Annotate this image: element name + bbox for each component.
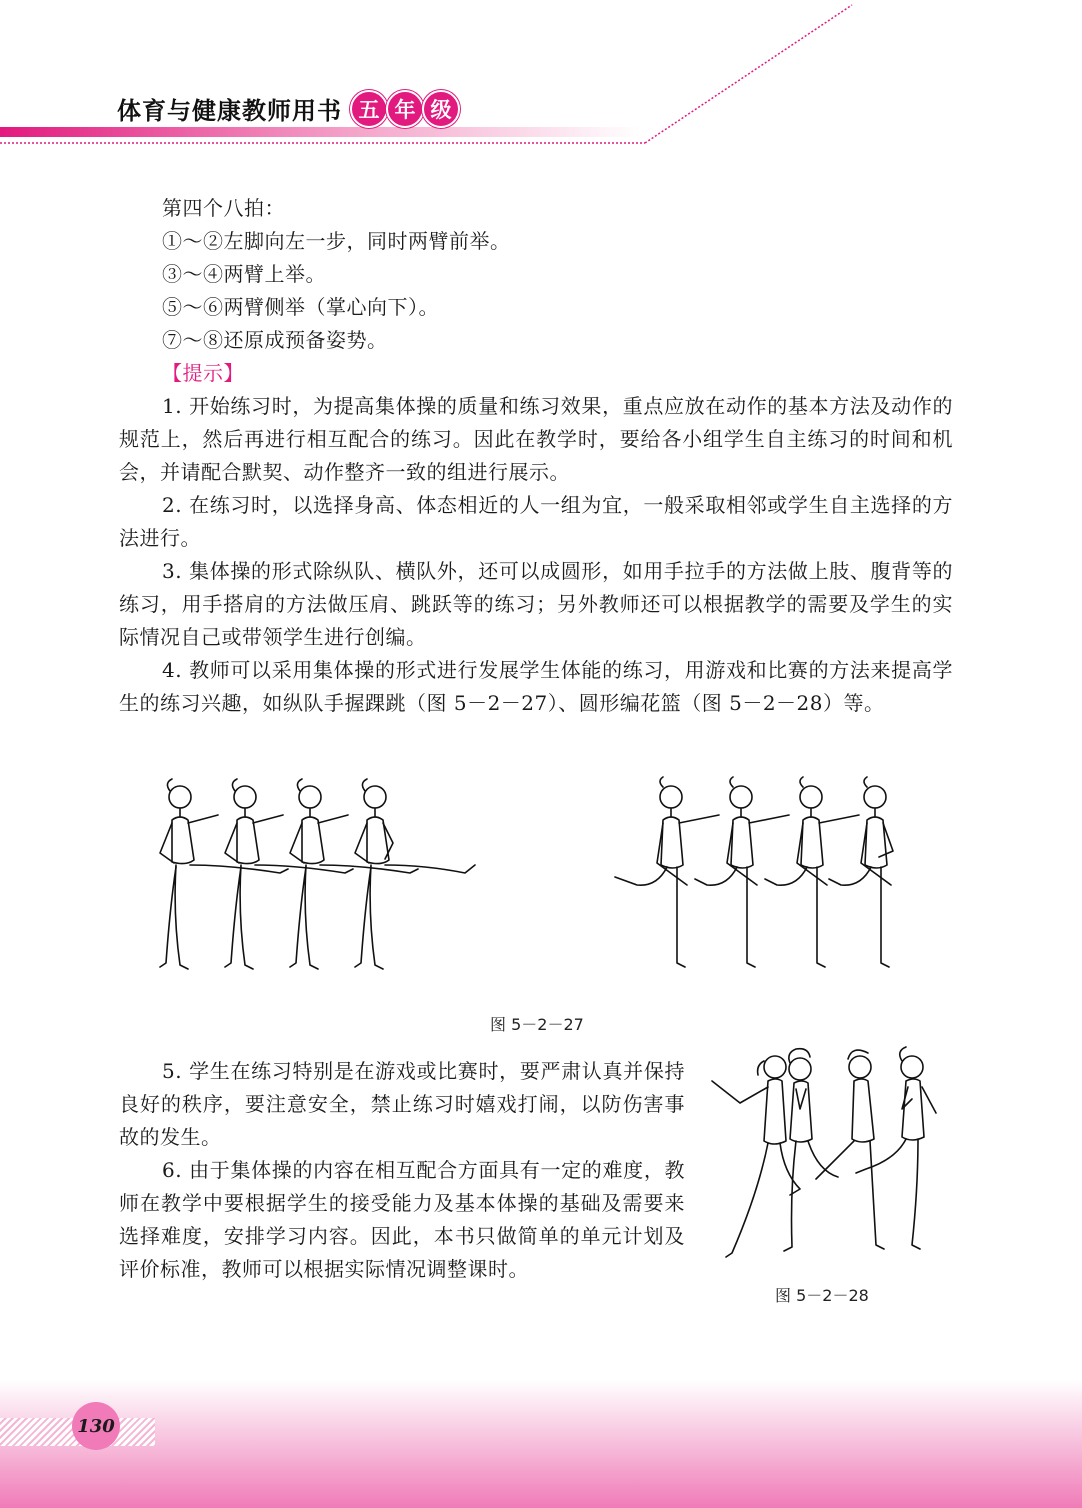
dancer-figure xyxy=(856,1047,936,1249)
paragraph: 3. 集体操的形式除纵队、横队外，还可以成圆形，如用手拉手的方法做上肢、腹背等的练习，用手搭肩的方法做压肩、跳跃等的练习；另外教师还可以根据教学的需要及学生的实际情况自己或带领学生进行创编。 xyxy=(119,559,953,649)
figure-ankle-jump-back xyxy=(605,775,905,990)
main-content xyxy=(119,192,953,720)
dancer-figure xyxy=(615,777,719,967)
lower-content xyxy=(119,1055,685,1286)
step-item: ③～④两臂上举。 xyxy=(162,262,326,286)
figure-caption: 图 5－2－27 xyxy=(490,1015,584,1034)
dancer-figure xyxy=(160,779,288,969)
dancer-figure xyxy=(712,1056,800,1257)
footer-band xyxy=(0,1380,1082,1508)
dancer-figure xyxy=(355,779,475,969)
step-item: ①～②左脚向左一步，同时两臂前举。 xyxy=(162,229,511,253)
page-header xyxy=(0,0,1082,160)
paragraph: 6. 由于集体操的内容在相互配合方面具有一定的难度，教师在教学中要根据学生的接受能力及基本体操的基础及需要来选择难度，安排学习内容。因此，本书只做简单的单元计划及评价标准，教师可以根据实际情况调整课时。 xyxy=(119,1158,685,1281)
header-decoration xyxy=(0,0,1082,160)
grade-badge xyxy=(350,90,458,128)
tip-label: 【提示】 xyxy=(162,361,244,385)
paragraph: 5. 学生在练习特别是在游戏或比赛时，要严肃认真并保持良好的秩序，要注意安全，禁止练习时嬉戏打闹，以防伤害事故的发生。 xyxy=(119,1059,685,1149)
dancer-figure xyxy=(290,779,418,969)
page-number: 130 xyxy=(72,1402,120,1450)
step-item: ⑦～⑧还原成预备姿势。 xyxy=(162,328,388,352)
paragraph: 1. 开始练习时，为提高集体操的质量和练习效果，重点应放在动作的基本方法及动作的规范上，然后再进行相互配合的练习。因此在教学时，要给各小组学生自主练习的时间和机会，并请配合默契、动作整齐一致的组进行展示。 xyxy=(119,394,953,484)
paragraph: 4. 教师可以采用集体操的形式进行发展学生体能的练习，用游戏和比赛的方法来提高学生的练习兴趣，如纵队手握踝跳（图 5－2－27）、圆形编花篮（图 5－2－28）等。 xyxy=(119,658,953,715)
figure-caption: 图 5－2－28 xyxy=(775,1286,869,1305)
dancer-figure xyxy=(695,777,789,967)
figure-ankle-jump-kick xyxy=(150,775,480,990)
grade-char: 级 xyxy=(422,90,460,128)
book-title: 体育与健康教师用书 xyxy=(117,97,342,125)
step-item: ⑤～⑥两臂侧举（掌心向下）。 xyxy=(162,295,439,319)
grade-char: 五 xyxy=(350,90,388,128)
dancer-figure xyxy=(829,777,893,967)
paragraph: 2. 在练习时，以选择身高、体态相近的人一组为宜，一般采取相邻或学生自主选择的方法进行。 xyxy=(119,493,953,550)
dancer-figure xyxy=(816,1050,884,1249)
dancer-figure xyxy=(225,779,353,969)
grade-char: 年 xyxy=(386,90,424,128)
section-heading: 第四个八拍： xyxy=(162,196,285,220)
dancer-figure xyxy=(765,777,859,967)
dancer-figure xyxy=(784,1049,838,1251)
figure-flower-basket xyxy=(700,1045,945,1270)
